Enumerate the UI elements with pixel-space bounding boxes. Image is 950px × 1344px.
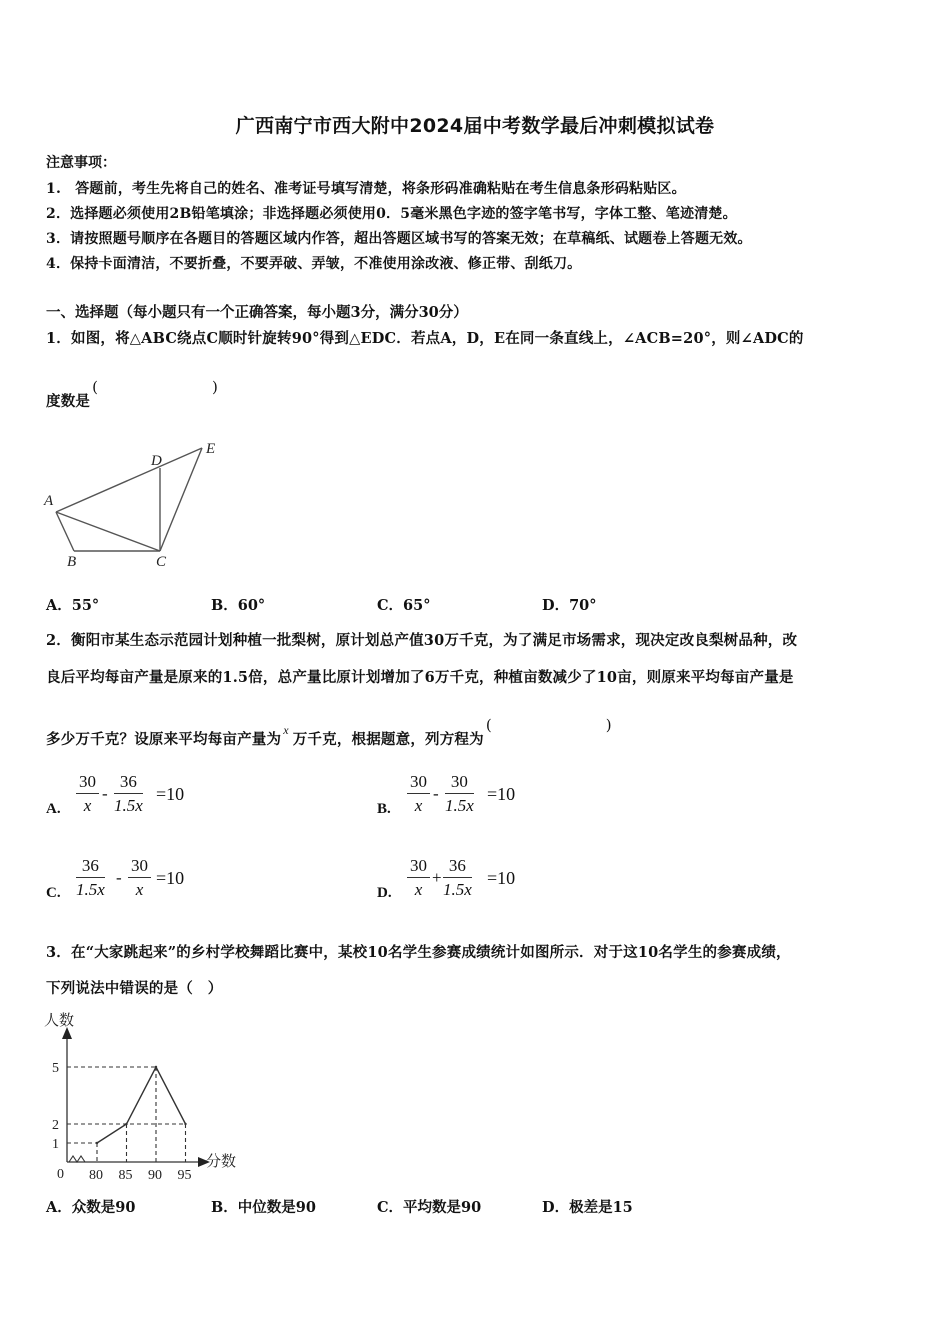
option-b[interactable]: B．中位数是90 <box>211 1199 316 1216</box>
numerator: 30 <box>407 855 430 878</box>
line-chart <box>40 1005 255 1190</box>
denominator: 1.5x <box>445 796 474 815</box>
question-2-text: 2．衡阳市某生态示范园计划种植一批梨树，原计划总产值30万千克，为了满足市场需求，现决定改良梨树品种，改 <box>46 632 798 649</box>
x-tick-label: 85 <box>118 1168 133 1183</box>
data-point <box>155 1066 157 1068</box>
numerator: 30 <box>445 771 474 794</box>
series-line <box>97 1067 186 1143</box>
denominator: x <box>83 796 92 815</box>
denominator: x <box>414 880 423 899</box>
notice-item: 3．请按照题号顺序在各题目的答题区域内作答，超出答题区域书写的答案无效；在草稿纸、试题卷上答题无效。 <box>46 231 752 247</box>
answer-blank: ( ) <box>485 716 640 734</box>
option-label: C. <box>46 885 61 901</box>
y-tick-label: 5 <box>52 1061 59 1076</box>
denominator: x <box>135 880 144 899</box>
option-d[interactable]: D．极差是15 <box>542 1199 633 1216</box>
notice-item: 2．选择题必须使用2B铅笔填涂；非选择题必须使用0．5毫米黑色字迹的签字笔书写，字体工整、笔迹清楚。 <box>46 206 737 222</box>
operator: + <box>432 868 442 887</box>
fraction <box>114 771 143 818</box>
numerator: 30 <box>76 771 99 794</box>
data-point <box>96 1142 98 1144</box>
option-c[interactable]: C．65° <box>377 597 431 614</box>
label-a: A <box>44 493 54 509</box>
y-tick-label: 1 <box>52 1137 59 1152</box>
question-1-text: 1．如图，将△ABC绕点C顺时针旋转90°得到△EDC．若点A，D，E在同一条直线上，∠ACB=20°，则∠ADC的 <box>46 330 804 347</box>
option-b[interactable] <box>377 771 547 823</box>
numerator: 36 <box>443 855 472 878</box>
operator: - <box>116 868 122 887</box>
option-label: A. <box>46 801 61 817</box>
label-d: D <box>151 453 162 469</box>
fraction <box>407 771 430 818</box>
numerator: 36 <box>114 771 143 794</box>
page-title: 广西南宁市西大附中2024届中考数学最后冲刺模拟试卷 <box>235 115 715 137</box>
operator: - <box>102 784 108 803</box>
data-point <box>125 1123 127 1125</box>
question-1-text-cont <box>46 378 246 411</box>
denominator: 1.5x <box>76 880 105 899</box>
question-2-text-cont2 <box>46 716 640 749</box>
x-axis-label: 分数 <box>206 1154 237 1170</box>
section-heading: 一、选择题（每小题只有一个正确答案，每小题3分，满分30分） <box>46 304 468 321</box>
y-axis-label: 人数 <box>44 1013 75 1029</box>
fraction <box>407 855 430 902</box>
option-a[interactable] <box>46 771 216 823</box>
question-3-text-cont: 下列说法中错误的是（ ） <box>46 980 223 997</box>
label-c: C <box>156 554 167 570</box>
x-tick-label: 80 <box>89 1168 103 1183</box>
question-1-line2: 度数是 <box>46 393 91 410</box>
option-label: B. <box>377 801 391 817</box>
numerator: 30 <box>407 771 430 794</box>
option-c[interactable] <box>46 855 216 907</box>
option-b[interactable]: B．60° <box>211 597 266 614</box>
option-c[interactable]: C．平均数是90 <box>377 1199 482 1216</box>
option-label: D. <box>377 885 392 901</box>
question-2-text-cont: 良后平均每亩产量是原来的1.5倍，总产量比原计划增加了6万千克，种植亩数减少了10亩，则原来平均每亩产量是 <box>46 669 794 686</box>
fraction <box>443 855 472 902</box>
x-tick-label: 95 <box>177 1168 192 1183</box>
notice-item: 1. 答题前，考生先将自己的姓名、准考证号填写清楚，将条形码准确粘贴在考生信息条形码粘贴区。 <box>46 181 686 197</box>
option-d[interactable]: D．70° <box>542 597 597 614</box>
data-point <box>184 1123 186 1125</box>
denominator: x <box>414 796 423 815</box>
denominator: 1.5x <box>443 880 472 899</box>
fraction <box>128 855 151 902</box>
label-b: B <box>67 554 77 570</box>
origin-label: 0 <box>57 1167 64 1182</box>
question-2-line3a: 多少万千克？设原来平均每亩产量为 <box>46 731 282 748</box>
label-e: E <box>206 441 216 457</box>
denominator: 1.5x <box>114 796 143 815</box>
x-tick-label: 90 <box>148 1168 162 1183</box>
fraction <box>445 771 474 818</box>
answer-blank: ( ) <box>92 378 246 396</box>
question-3-text: 3．在“大家跳起来”的乡村学校舞蹈比赛中，某校10名学生参赛成绩统计如图所示．对于这10名学生的参赛成绩， <box>46 944 791 961</box>
option-a[interactable]: A．众数是90 <box>46 1199 136 1216</box>
numerator: 36 <box>76 855 105 878</box>
y-tick-label: 2 <box>52 1118 59 1133</box>
notice-heading: 注意事项： <box>46 155 116 171</box>
option-a[interactable]: A．55° <box>46 597 100 614</box>
equals-rhs: =10 <box>156 784 185 804</box>
triangle-figure <box>40 435 240 575</box>
notice-item: 4．保持卡面清洁，不要折叠，不要弄破、弄皱，不准使用涂改液、修正带、刮纸刀。 <box>46 256 582 272</box>
operator: - <box>433 784 439 803</box>
numerator: 30 <box>128 855 151 878</box>
equals-rhs: =10 <box>487 784 516 804</box>
equals-rhs: =10 <box>156 868 185 888</box>
equals-rhs: =10 <box>487 868 516 888</box>
fraction <box>76 855 105 902</box>
option-d[interactable] <box>377 855 547 907</box>
axis-break-icon <box>69 1156 85 1162</box>
question-2-line3b: 万千克，根据题意，列方程为 <box>292 731 484 748</box>
fraction <box>76 771 99 818</box>
variable-x: x <box>283 723 289 737</box>
